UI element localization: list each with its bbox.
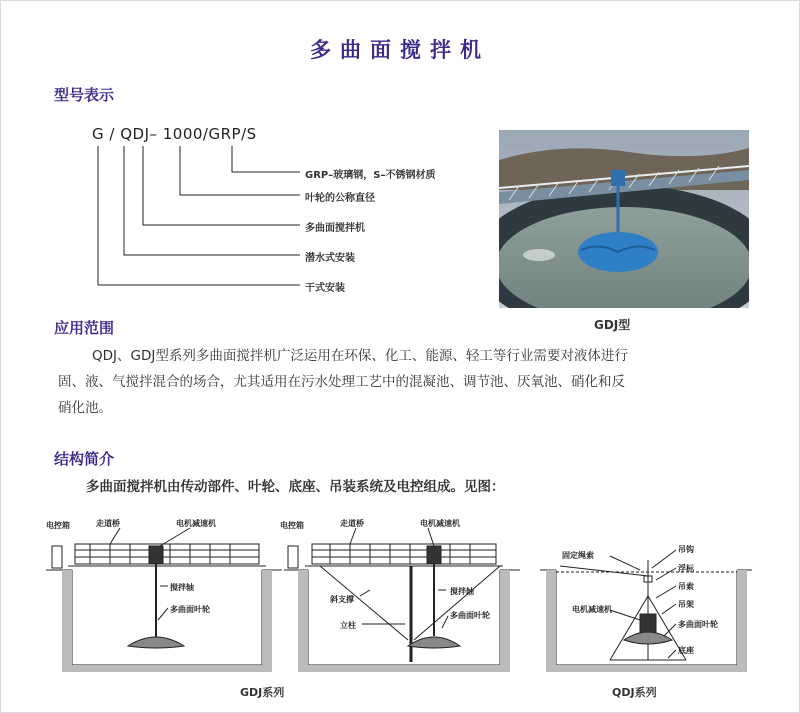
qdj-label-cable: 吊索	[678, 582, 694, 591]
gdj2-label-shaft: 搅拌轴	[450, 587, 474, 596]
structure-text: 多曲面搅拌机由传动部件、叶轮、底座、吊装系统及电控组成。见图：	[86, 479, 505, 495]
application-line-2: 固、液、气搅拌混合的场合，尤其适用在污水处理工艺中的混凝池、调节池、厌氧池、硝化和反	[58, 374, 625, 390]
section-heading-application: 应用范围	[54, 319, 115, 337]
model-label-diameter: 叶轮的公称直径	[305, 193, 375, 204]
gdj-label-walkway: 走道桥	[96, 519, 120, 528]
section-heading-structure: 结构简介	[54, 450, 115, 468]
photo-caption: GDJ型	[594, 318, 631, 332]
gdj-label-motor: 电机减速机	[176, 519, 216, 528]
gdj-label-impeller: 多曲面叶轮	[170, 605, 210, 614]
qdj-label-impeller: 多曲面叶轮	[678, 620, 718, 629]
qdj-label-float: 浮标	[678, 564, 694, 573]
gdj2-label-column: 立柱	[340, 621, 356, 630]
gdj2-label-impeller: 多曲面叶轮	[450, 611, 490, 620]
application-line-1: QDJ、GDJ型系列多曲面搅拌机广泛运用在环保、化工、能源、轻工等行业需要对液体进行	[92, 348, 628, 364]
qdj-caption: QDJ系列	[612, 686, 657, 699]
gdj2-label-brace: 斜支撑	[330, 595, 354, 604]
gdj2-label-walkway: 走道桥	[340, 519, 364, 528]
gdj2-label-motor: 电机减速机	[420, 519, 460, 528]
qdj-label-motor: 电机减速机	[572, 605, 612, 614]
gdj-caption: GDJ系列	[240, 686, 285, 699]
model-label-dry: 干式安装	[305, 283, 345, 294]
model-code: G / QDJ– 1000/GRP/S	[92, 125, 257, 143]
model-label-submersible: 潜水式安装	[305, 253, 355, 264]
model-label-material: GRP–玻璃钢，S–不锈钢材质	[305, 170, 436, 181]
section-heading-model: 型号表示	[54, 86, 115, 104]
page-title: 多曲面搅拌机	[310, 38, 490, 62]
qdj-label-bracket: 吊架	[678, 600, 694, 609]
qdj-label-base: 底座	[678, 646, 694, 655]
gdj-label-control: 电控箱	[46, 521, 70, 530]
gdj2-label-control: 电控箱	[280, 521, 304, 530]
qdj-label-rope: 固定绳索	[562, 551, 594, 560]
gdj-label-shaft: 搅拌轴	[170, 583, 194, 592]
qdj-label-hook: 吊钩	[678, 545, 694, 554]
application-line-3: 硝化池。	[58, 400, 112, 416]
model-label-type: 多曲面搅拌机	[305, 223, 365, 234]
